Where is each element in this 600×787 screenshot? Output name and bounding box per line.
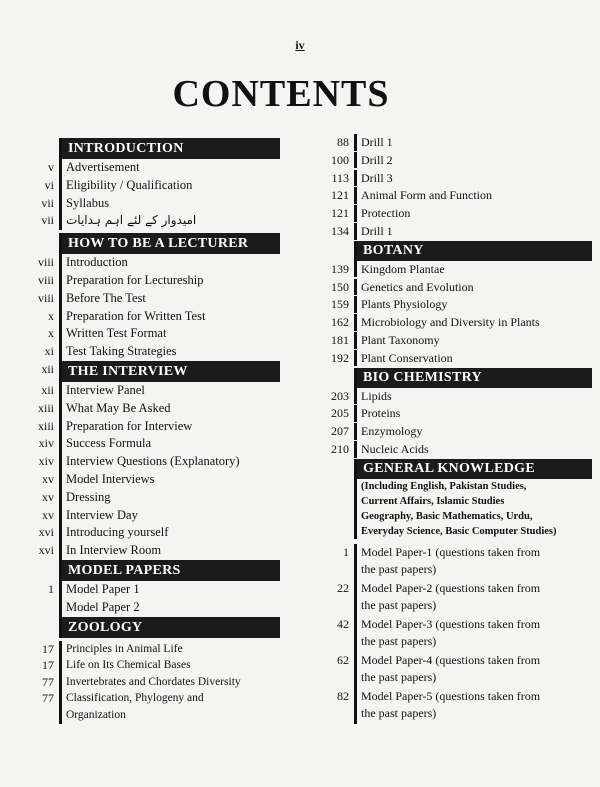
toc-entry-model-paper[interactable]: 82 Model Paper-5 (questions taken from the past papers) [322, 688, 592, 724]
toc-entry[interactable]: xv Model Interviews [30, 471, 280, 489]
toc-entry[interactable]: x Preparation for Written Test [30, 308, 280, 326]
toc-entry[interactable]: 88 Drill 1 [322, 134, 592, 152]
toc-entry[interactable]: 207 Enzymology [322, 423, 592, 441]
toc-entry[interactable]: viii Before The Test [30, 290, 280, 308]
toc-entry[interactable]: viii Preparation for Lectureship [30, 272, 280, 290]
toc-entry[interactable]: 134 Drill 1 [322, 223, 592, 241]
toc-entry[interactable]: xi Test Taking Strategies [30, 343, 280, 361]
toc-entry[interactable]: x Written Test Format [30, 325, 280, 343]
gk-note: Geography, Basic Mathematics, Urdu, [322, 509, 592, 524]
toc-entry[interactable]: 210 Nucleic Acids [322, 441, 592, 459]
gk-note: Current Affairs, Islamic Studies [322, 494, 592, 509]
toc-entry[interactable]: xiv Success Formula [30, 435, 280, 453]
toc-entry[interactable]: viii Introduction [30, 254, 280, 272]
toc-entry[interactable]: 205 Proteins [322, 405, 592, 423]
toc-entry[interactable]: xiii Preparation for Interview [30, 418, 280, 436]
toc-entry[interactable]: 121 Animal Form and Function [322, 187, 592, 205]
toc-entry[interactable]: 162 Microbiology and Diversity in Plants [322, 314, 592, 332]
gk-note: Everyday Science, Basic Computer Studies) [322, 524, 592, 539]
toc-entry[interactable]: xii Interview Panel [30, 382, 280, 400]
toc-entry[interactable]: vii Syllabus [30, 195, 280, 213]
section-header-model-papers: MODEL PAPERS [30, 560, 280, 581]
toc-entry[interactable]: 77 Classification, Phylogeny and [30, 690, 280, 707]
toc-entry[interactable]: 1 Model Paper 1 [30, 581, 280, 599]
toc-entry[interactable]: 192 Plant Conservation [322, 350, 592, 368]
contents-left-column [30, 138, 280, 724]
toc-entry[interactable]: vi Eligibility / Qualification [30, 177, 280, 195]
toc-entry[interactable]: xv Dressing [30, 489, 280, 507]
section-header-general-knowledge: GENERAL KNOWLEDGE [322, 459, 592, 479]
toc-entry[interactable]: xvi In Interview Room [30, 542, 280, 560]
toc-entry-model-paper[interactable]: 42 Model Paper-3 (questions taken from the past papers) [322, 616, 592, 652]
toc-entry[interactable]: 203 Lipids [322, 388, 592, 406]
page-title: CONTENTS [172, 73, 390, 115]
toc-entry[interactable]: 121 Protection [322, 205, 592, 223]
toc-entry[interactable]: 100 Drill 2 [322, 152, 592, 170]
section-header-zoology: ZOOLOGY [30, 617, 280, 638]
toc-entry[interactable]: v Advertisement [30, 159, 280, 177]
page-number: iv [295, 38, 305, 52]
contents-right-column [322, 134, 592, 724]
toc-entry-urdu[interactable]: vii امیدوار کے لئے اہم ہدایات [30, 212, 280, 230]
toc-entry[interactable]: 181 Plant Taxonomy [322, 332, 592, 350]
toc-entry[interactable]: xvi Introducing yourself [30, 524, 280, 542]
gk-note: (Including English, Pakistan Studies, [322, 479, 592, 494]
toc-entry[interactable]: xiii What May Be Asked [30, 400, 280, 418]
toc-entry[interactable]: 150 Genetics and Evolution [322, 279, 592, 297]
section-header-botany: BOTANY [322, 241, 592, 261]
toc-entry[interactable]: 159 Plants Physiology [322, 296, 592, 314]
toc-entry-continuation: Organization [30, 707, 280, 724]
section-header-interview: xii THE INTERVIEW [30, 361, 280, 382]
toc-entry[interactable]: 17 Principles in Animal Life [30, 641, 280, 658]
toc-entry[interactable]: Model Paper 2 [30, 599, 280, 617]
toc-entry-model-paper[interactable]: 1 Model Paper-1 (questions taken from the past papers) [322, 544, 592, 580]
toc-entry[interactable]: xiv Interview Questions (Explanatory) [30, 453, 280, 471]
toc-entry[interactable]: xv Interview Day [30, 507, 280, 525]
toc-entry[interactable]: 139 Kingdom Plantae [322, 261, 592, 279]
toc-entry-model-paper[interactable]: 62 Model Paper-4 (questions taken from the past papers) [322, 652, 592, 688]
section-header-biochemistry: BIO CHEMISTRY [322, 368, 592, 388]
toc-entry[interactable]: 113 Drill 3 [322, 170, 592, 188]
section-header-lecturer: HOW TO BE A LECTURER [30, 233, 280, 254]
section-header-introduction: INTRODUCTION [30, 138, 280, 159]
toc-entry[interactable]: 17 Life on Its Chemical Bases [30, 657, 280, 674]
toc-entry[interactable]: 77 Invertebrates and Chordates Diversity [30, 674, 280, 691]
toc-entry-model-paper[interactable]: 22 Model Paper-2 (questions taken from the past papers) [322, 580, 592, 616]
